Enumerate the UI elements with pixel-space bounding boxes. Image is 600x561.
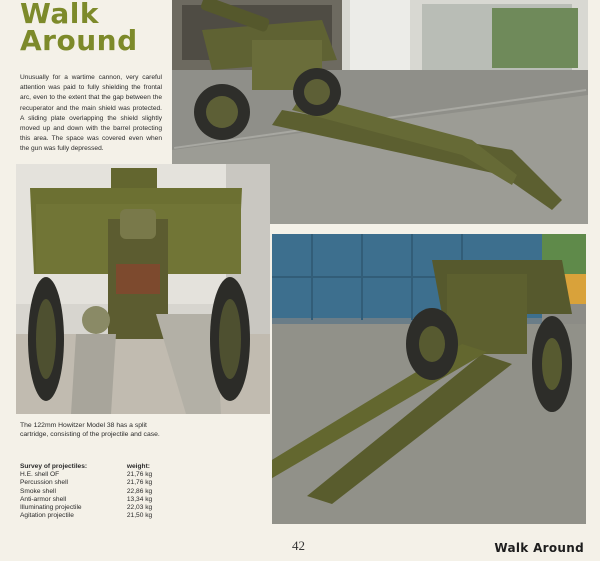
footer-section-title: Walk Around [494, 541, 584, 555]
title-line-1: Walk [20, 0, 99, 30]
table-row [20, 488, 168, 496]
survey-header-label: Survey of projectiles: [20, 463, 88, 470]
table-row [20, 479, 168, 487]
projectile-weight: 13,34 kg [126, 495, 153, 503]
title-line-2: Around [20, 24, 138, 57]
photo-caption: The 122mm Howitzer Model 38 has a split cartridge, consisting of the projectile and case. [20, 422, 160, 438]
projectile-name: Percussion shell [20, 479, 69, 487]
projectile-weight: 21,50 kg [126, 512, 153, 520]
projectile-name: Agitation projectile [20, 512, 74, 520]
page-number: 42 [292, 538, 305, 553]
projectile-survey-table [20, 463, 168, 520]
survey-header-weight: weight: [126, 463, 150, 470]
page-title [20, 0, 138, 57]
projectile-weight: 21,76 kg [126, 471, 153, 479]
projectile-name: Anti-armor shell [20, 495, 67, 503]
table-row [20, 471, 168, 479]
projectile-weight: 22,03 kg [126, 504, 153, 512]
projectile-name: Illuminating projectile [20, 504, 82, 512]
projectile-name: H.E. shell OF [20, 471, 60, 479]
projectile-weight: 22,86 kg [126, 487, 153, 495]
table-row [20, 504, 168, 512]
photo-howitzer-trails [272, 234, 586, 524]
table-row [20, 496, 168, 504]
table-row [20, 512, 168, 520]
projectile-weight: 21,76 kg [126, 479, 153, 487]
survey-header-row [20, 463, 168, 471]
intro-text: Unusually for a wartime cannon, very careful attention was paid to fully shielding the frontal arc, even to the extent that the gap between the recuperator and the main shield was protected. A sliding plate overlapping the shield slightly moved up and down with the barrel protecting this area. The space was covered even when the gun was fully depressed. [20, 74, 162, 153]
projectile-name: Smoke shell [20, 487, 56, 495]
photo-howitzer-front [16, 164, 270, 414]
